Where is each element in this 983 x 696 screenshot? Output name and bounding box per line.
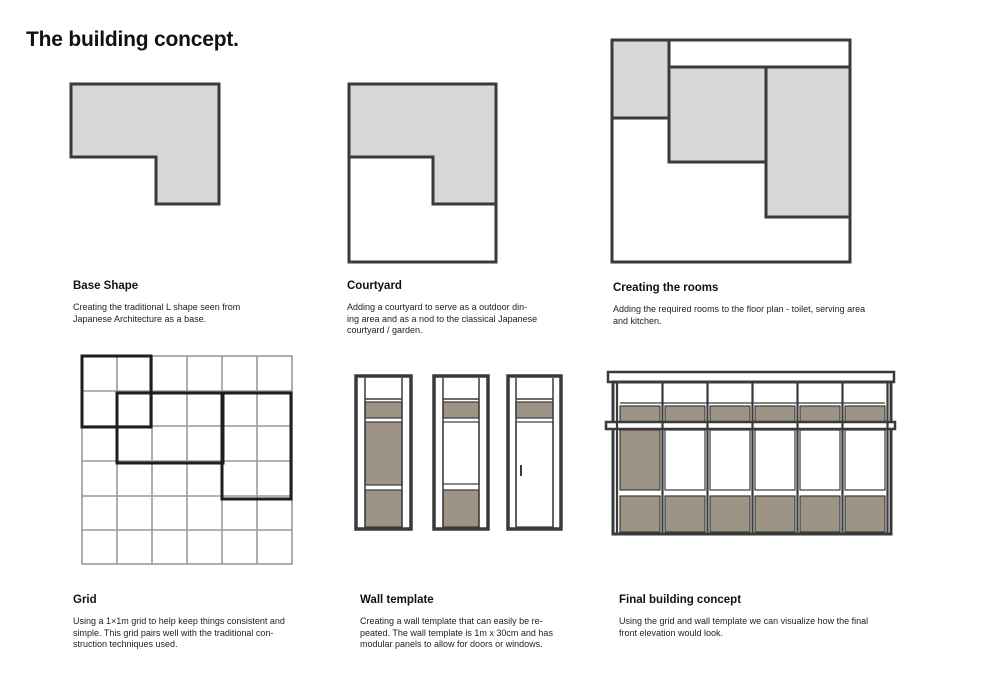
- caption-heading: Grid: [73, 594, 97, 606]
- caption-body: Creating a wall template that can easily be re- peated. The wall template is 1m x 30cm and has modular panels to allow for doors or windows.: [360, 616, 553, 649]
- page-title: The building concept.: [26, 28, 239, 51]
- caption-heading: Courtyard: [347, 280, 402, 292]
- mid-beam: [606, 422, 895, 429]
- wall-template-diagram: [350, 370, 570, 540]
- caption-heading: Base Shape: [73, 280, 139, 292]
- room-toilet: [612, 40, 669, 118]
- caption-body: Using the grid and wall template we can visualize how the final front elevation would look.: [619, 616, 869, 638]
- caption-body: Adding the required rooms to the floor plan - toilet, serving area and kitchen.: [613, 304, 866, 326]
- caption-final: [619, 594, 949, 639]
- rooms-diagram: [600, 30, 860, 270]
- caption-body: Using a 1×1m grid to help keep things consistent and simple. This grid pairs well with the traditional con- struction techniques used.: [73, 616, 285, 649]
- final-elevation-diagram: [603, 368, 898, 540]
- base-shape-diagram: [60, 75, 230, 215]
- caption-rooms: [613, 282, 953, 327]
- room-serving-area: [669, 67, 766, 162]
- caption-courtyard: [347, 280, 597, 337]
- caption-base-shape: [73, 280, 313, 325]
- wall-panel-window: [356, 376, 411, 529]
- caption-heading: Wall template: [360, 594, 434, 606]
- caption-grid: [73, 594, 353, 651]
- room-kitchen: [766, 67, 850, 217]
- caption-wall-template: [360, 594, 610, 651]
- courtyard-diagram: [340, 75, 510, 275]
- caption-body: Creating the traditional L shape seen from Japanese Architecture as a base.: [73, 302, 241, 324]
- grid-diagram: [76, 350, 302, 570]
- l-shape: [71, 84, 219, 204]
- caption-heading: Creating the rooms: [613, 282, 719, 294]
- wall-panel-open-window: [434, 376, 488, 529]
- caption-body: Adding a courtyard to serve as a outdoor din- ing area and as a nod to the classical Japanese courtyard / garden.: [347, 302, 538, 335]
- caption-heading: Final building concept: [619, 594, 742, 606]
- grid-lines: [82, 356, 292, 564]
- wall-panel-door: [508, 376, 561, 529]
